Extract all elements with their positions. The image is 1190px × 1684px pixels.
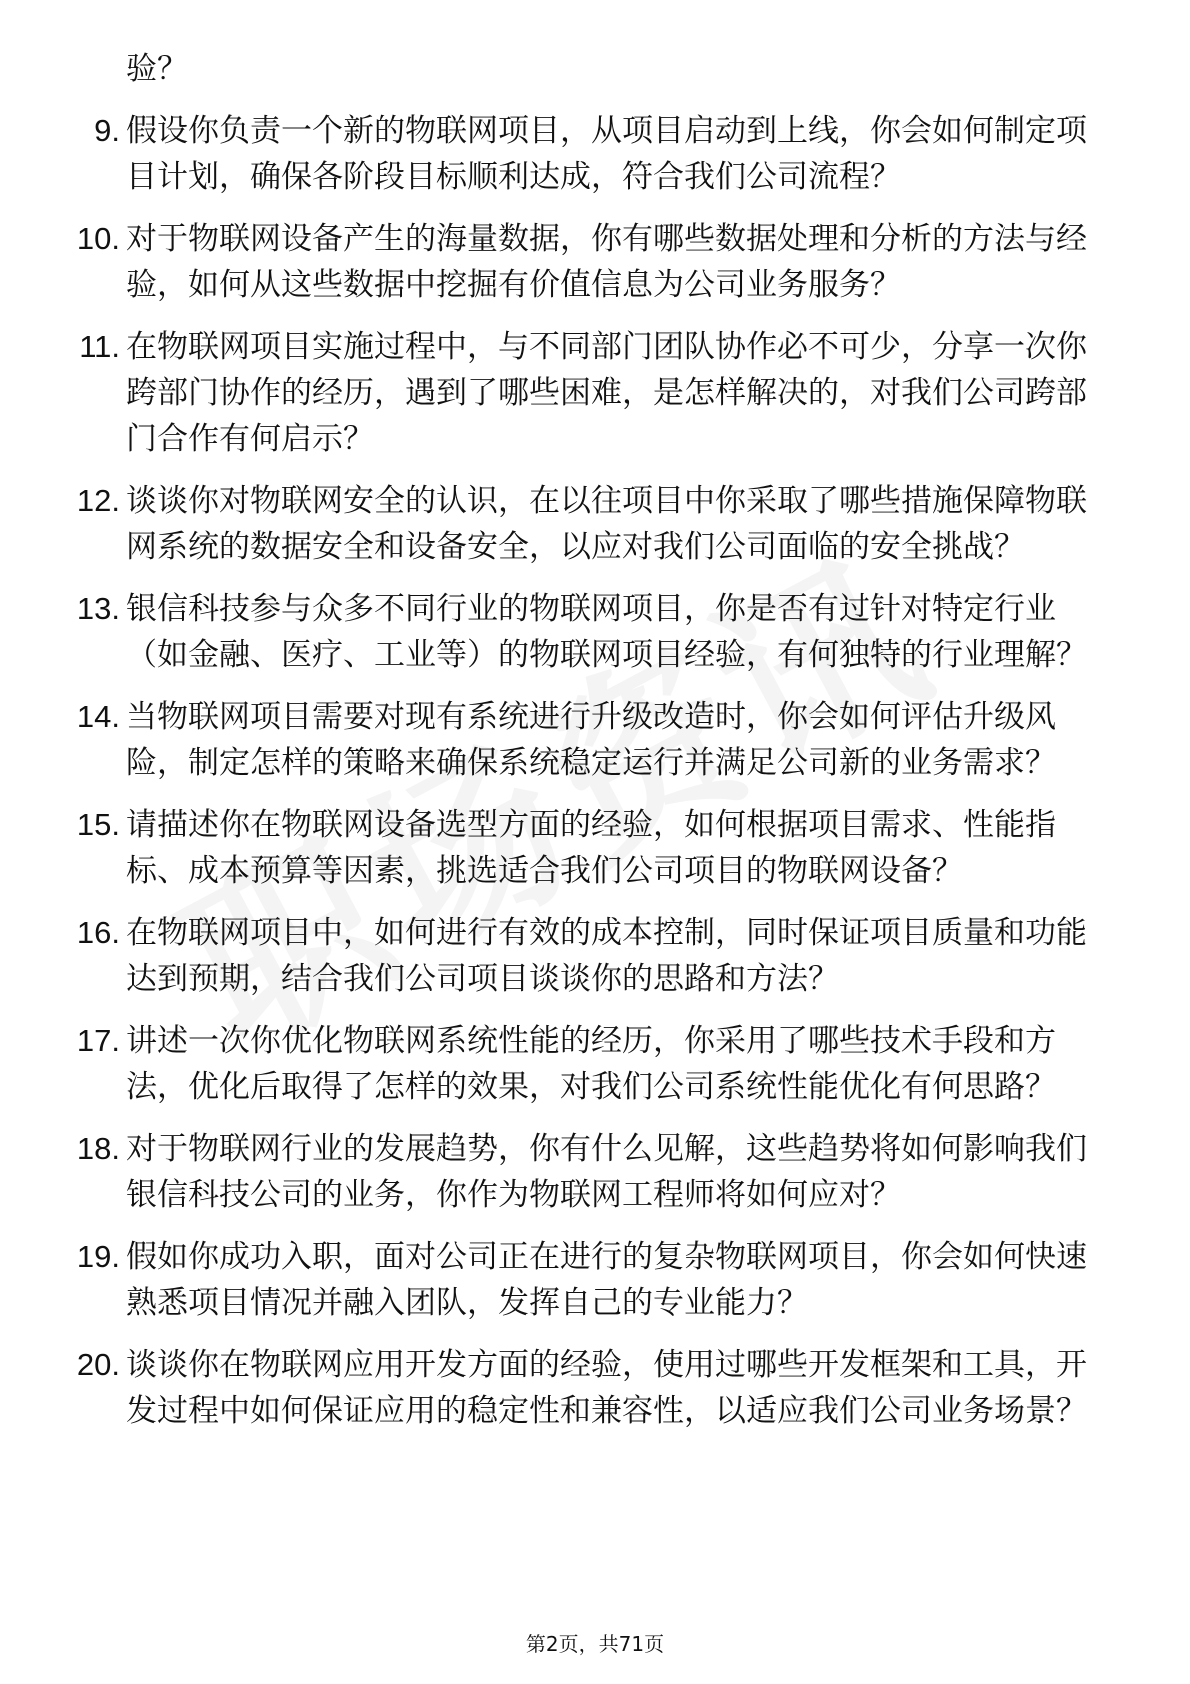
page-number-label: 第2页，共71页	[525, 1632, 665, 1656]
question-number: 16.	[76, 915, 120, 950]
question-text: 银信科技参与众多不同行业的物联网项目，你是否有过针对特定行业（如金融、医疗、工业等）的物联网项目经验，有何独特的行业理解？	[126, 591, 1087, 673]
question-number: 13.	[76, 591, 120, 626]
question-number: 12.	[76, 483, 120, 518]
question-number: 10.	[76, 221, 120, 256]
question-item	[60, 1126, 1110, 1218]
question-item	[60, 1234, 1110, 1326]
question-text: 假如你成功入职，面对公司正在进行的复杂物联网项目，你会如何快速熟悉项目情况并融入团队，发挥自己的专业能力？	[126, 1239, 1087, 1321]
question-list	[60, 108, 1110, 1434]
question-item	[60, 1018, 1110, 1110]
question-text: 在物联网项目实施过程中，与不同部门团队协作必不可少，分享一次你跨部门协作的经历，遇到了哪些困难，是怎样解决的，对我们公司跨部门合作有何启示？	[126, 329, 1087, 457]
question-item	[60, 216, 1110, 308]
question-item	[60, 478, 1110, 570]
question-text: 假设你负责一个新的物联网项目，从项目启动到上线，你会如何制定项目计划，确保各阶段目标顺利达成，符合我们公司流程？	[126, 113, 1087, 195]
question-item	[60, 108, 1110, 200]
question-number: 11.	[79, 329, 120, 364]
question-item	[60, 910, 1110, 1002]
question-text: 对于物联网设备产生的海量数据，你有哪些数据处理和分析的方法与经验，如何从这些数据中挖掘有价值信息为公司业务服务？	[126, 221, 1087, 303]
question-text: 请描述你在物联网设备选型方面的经验，如何根据项目需求、性能指标、成本预算等因素，挑选适合我们公司项目的物联网设备？	[126, 807, 1056, 889]
question-item	[60, 586, 1110, 678]
question-number: 19.	[76, 1239, 120, 1274]
question-number: 18.	[76, 1131, 120, 1166]
question-item	[60, 694, 1110, 786]
question-number: 20.	[76, 1347, 120, 1382]
question-item	[60, 324, 1110, 462]
question-item	[60, 1342, 1110, 1434]
question-item	[60, 802, 1110, 894]
question-text: 谈谈你在物联网应用开发方面的经验，使用过哪些开发框架和工具，开发过程中如何保证应用的稳定性和兼容性，以适应我们公司业务场景？	[126, 1347, 1087, 1429]
question-list-container	[60, 46, 1110, 1450]
question-number: 9.	[94, 113, 120, 148]
question-text: 讲述一次你优化物联网系统性能的经历，你采用了哪些技术手段和方法，优化后取得了怎样的效果，对我们公司系统性能优化有何思路？	[126, 1023, 1056, 1105]
question-text: 谈谈你对物联网安全的认识，在以往项目中你采取了哪些措施保障物联网系统的数据安全和设备安全，以应对我们公司面临的安全挑战？	[126, 483, 1087, 565]
question-text: 当物联网项目需要对现有系统进行升级改造时，你会如何评估升级风险，制定怎样的策略来确保系统稳定运行并满足公司新的业务需求？	[126, 699, 1056, 781]
continuation-text: 验？	[126, 51, 188, 87]
question-number: 14.	[76, 699, 120, 734]
question-text: 在物联网项目中，如何进行有效的成本控制，同时保证项目质量和功能达到预期，结合我们公司项目谈谈你的思路和方法？	[126, 915, 1087, 997]
question-number: 17.	[76, 1023, 120, 1058]
question-number: 15.	[76, 807, 120, 842]
question-text: 对于物联网行业的发展趋势，你有什么见解，这些趋势将如何影响我们银信科技公司的业务，你作为物联网工程师将如何应对？	[126, 1131, 1087, 1213]
page-footer	[0, 1628, 1190, 1657]
